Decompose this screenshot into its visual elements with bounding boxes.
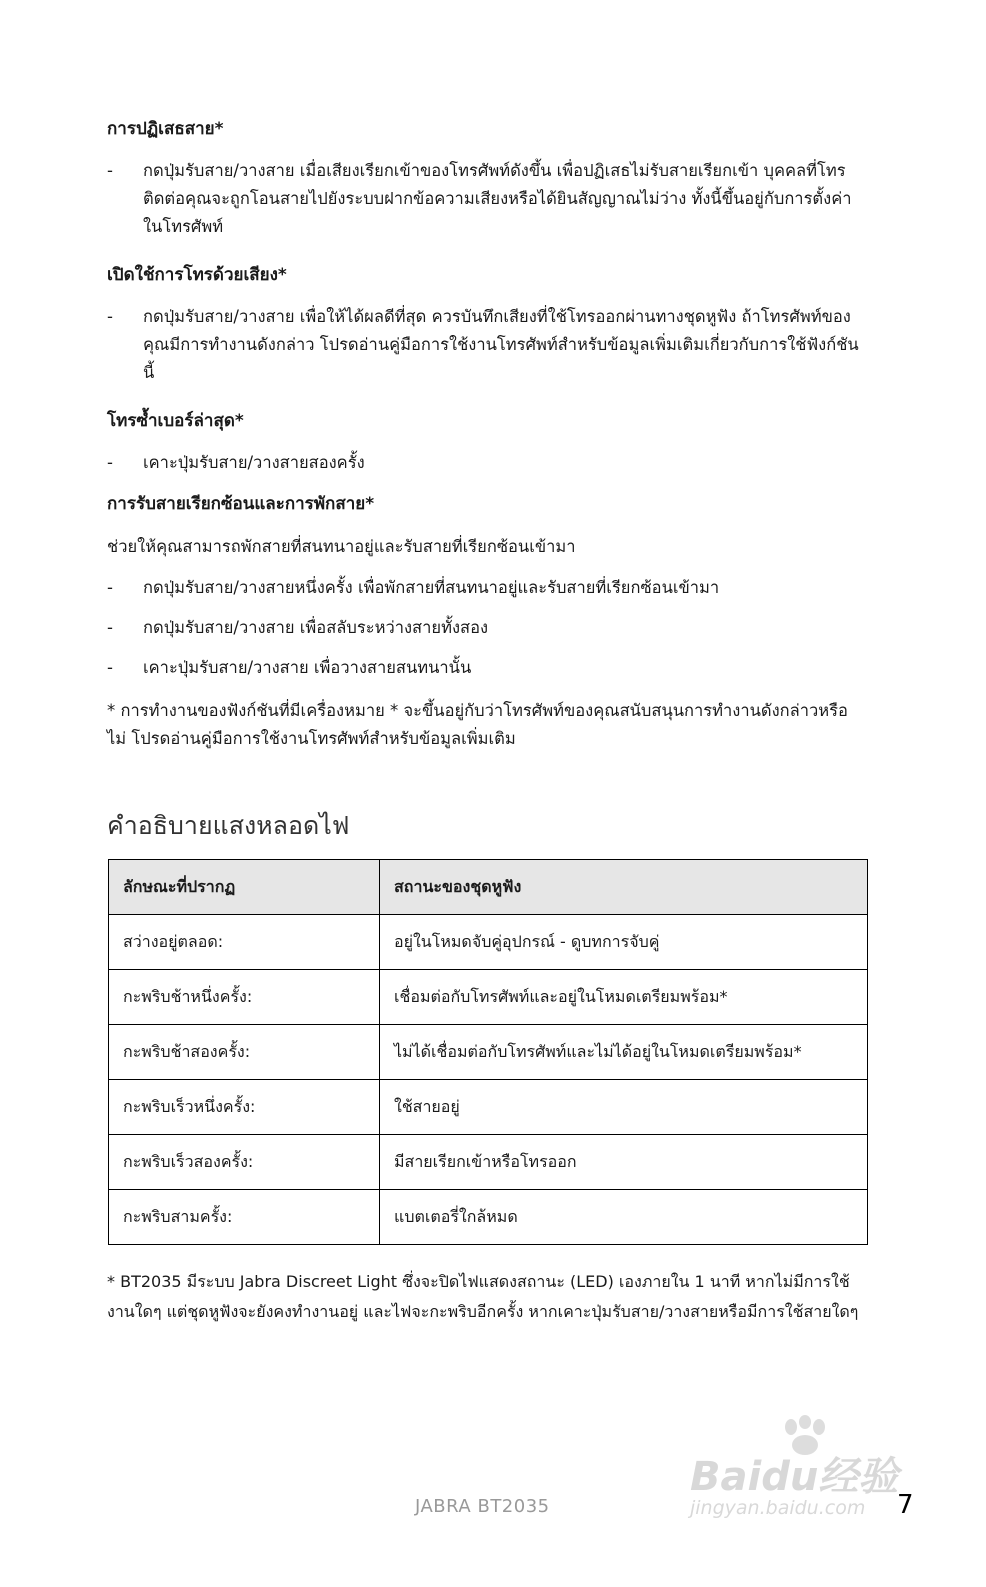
list-item [107, 449, 867, 477]
led-appearance: กะพริบเร็วหนึ่งครั้ง: [109, 1080, 380, 1135]
list-item [107, 157, 867, 241]
led-appearance: สว่างอยู่ตลอด: [109, 915, 380, 970]
bullet-dash: - [107, 658, 113, 677]
list-item [107, 654, 867, 682]
table-row [109, 970, 868, 1025]
table-row [109, 1190, 868, 1245]
table-row [109, 1025, 868, 1080]
led-appearance: กะพริบช้าสองครั้ง: [109, 1025, 380, 1080]
table-row [109, 1135, 868, 1190]
bullet-dash: - [107, 618, 113, 637]
list-item-text: กดปุ่มรับสาย/วางสาย เมื่อเสียงเรียกเข้าของโทรศัพท์ดังขึ้น เพื่อปฏิเสธไม่รับสายเรียกเข้า บุคคลที่โทรติดต่อคุณจะถูกโอนสายไปยังระบบฝากข้อความเสียงหรือได้ยินสัญญาณไม่ว่าง ทั้งนี้ขึ้นอยู่กับการตั้งค่าในโทรศัพท์ [143, 161, 852, 236]
bullet-dash: - [107, 453, 113, 472]
list-item-text: เคาะปุ่มรับสาย/วางสายสองครั้ง [143, 453, 365, 472]
footer-product-name: JABRA BT2035 [415, 1496, 550, 1517]
bullet-dash: - [107, 307, 113, 326]
heading-redial: โทรซ้ำเบอร์ล่าสุด* [107, 411, 244, 431]
watermark-url: jingyan.baidu.com [690, 1497, 866, 1519]
list-item-text: เคาะปุ่มรับสาย/วางสาย เพื่อวางสายสนทนานั้น [143, 658, 472, 677]
headset-status: แบตเตอรี่ใกล้หมด [380, 1190, 868, 1245]
list-item-text: กดปุ่มรับสาย/วางสายหนึ่งครั้ง เพื่อพักสายที่สนทนาอยู่และรับสายที่เรียกซ้อนเข้ามา [143, 578, 720, 597]
table-header-row [109, 860, 868, 915]
list-item-text: กดปุ่มรับสาย/วางสาย เพื่อให้ได้ผลดีที่สุด ควรบันทึกเสียงที่ใช้โทรออกผ่านทางชุดหูฟัง ถ้าโทรศัพท์ของคุณมีการทำงานดังกล่าว โปรดอ่านคู่มือการใช้งานโทรศัพท์สำหรับข้อมูลเพิ่มเติมเกี่ยวกับการใช้ฟังก์ชันนี้ [143, 307, 859, 382]
led-footnote: * BT2035 มีระบบ Jabra Discreet Light ซึ่งจะปิดไฟแสดงสถานะ (LED) เองภายใน 1 นาที หากไม่มีการใช้งานใดๆ แต่ชุดหูฟังจะยังคงทำงานอยู่ และไฟจะกะพริบอีกครั้ง หากเคาะปุ่มรับสาย/วางสายหรือมีการใช้สายใดๆ [107, 1272, 859, 1321]
headset-status: มีสายเรียกเข้าหรือโทรออก [380, 1135, 868, 1190]
bullet-dash: - [107, 578, 113, 597]
headset-status: เชื่อมต่อกับโทรศัพท์และอยู่ในโหมดเตรียมพร้อม* [380, 970, 868, 1025]
led-section-title: คำอธิบายแสงหลอดไฟ [107, 811, 350, 840]
headset-status: อยู่ในโหมดจับคู่อุปกรณ์ - ดูบทการจับคู่ [380, 915, 868, 970]
column-header-status: สถานะของชุดหูฟัง [380, 860, 868, 915]
headset-status: ไม่ได้เชื่อมต่อกับโทรศัพท์และไม่ได้อยู่ในโหมดเตรียมพร้อม* [380, 1025, 868, 1080]
headset-status: ใช้สายอยู่ [380, 1080, 868, 1135]
feature-note: * การทำงานของฟังก์ชันที่มีเครื่องหมาย * จะขึ้นอยู่กับว่าโทรศัพท์ของคุณสนับสนุนการทำงานดังกล่าวหรือไม่ โปรดอ่านคู่มือการใช้งานโทรศัพท์สำหรับข้อมูลเพิ่มเติม [107, 701, 848, 748]
led-appearance: กะพริบช้าหนึ่งครั้ง: [109, 970, 380, 1025]
table-row [109, 1080, 868, 1135]
bullet-dash: - [107, 161, 113, 180]
led-table [108, 859, 868, 1245]
heading-call-waiting: การรับสายเรียกซ้อนและการพักสาย* [107, 494, 375, 514]
led-appearance: กะพริบเร็วสองครั้ง: [109, 1135, 380, 1190]
heading-voice-dial: เปิดใช้การโทรด้วยเสียง* [107, 265, 287, 285]
call-waiting-intro: ช่วยให้คุณสามารถพักสายที่สนทนาอยู่และรับสายที่เรียกซ้อนเข้ามา [107, 537, 576, 556]
list-item [107, 614, 867, 642]
list-item-text: กดปุ่มรับสาย/วางสาย เพื่อสลับระหว่างสายทั้งสอง [143, 618, 489, 637]
column-header-appearance: ลักษณะที่ปรากฏ [109, 860, 380, 915]
watermark-logo: Baidu经验 [690, 1454, 899, 1500]
led-appearance: กะพริบสามครั้ง: [109, 1190, 380, 1245]
heading-reject-call: การปฏิเสธสาย* [107, 119, 224, 139]
page-number: 7 [897, 1490, 914, 1520]
list-item [107, 303, 867, 387]
list-item [107, 574, 867, 602]
table-row [109, 915, 868, 970]
baidu-watermark [690, 1415, 930, 1535]
